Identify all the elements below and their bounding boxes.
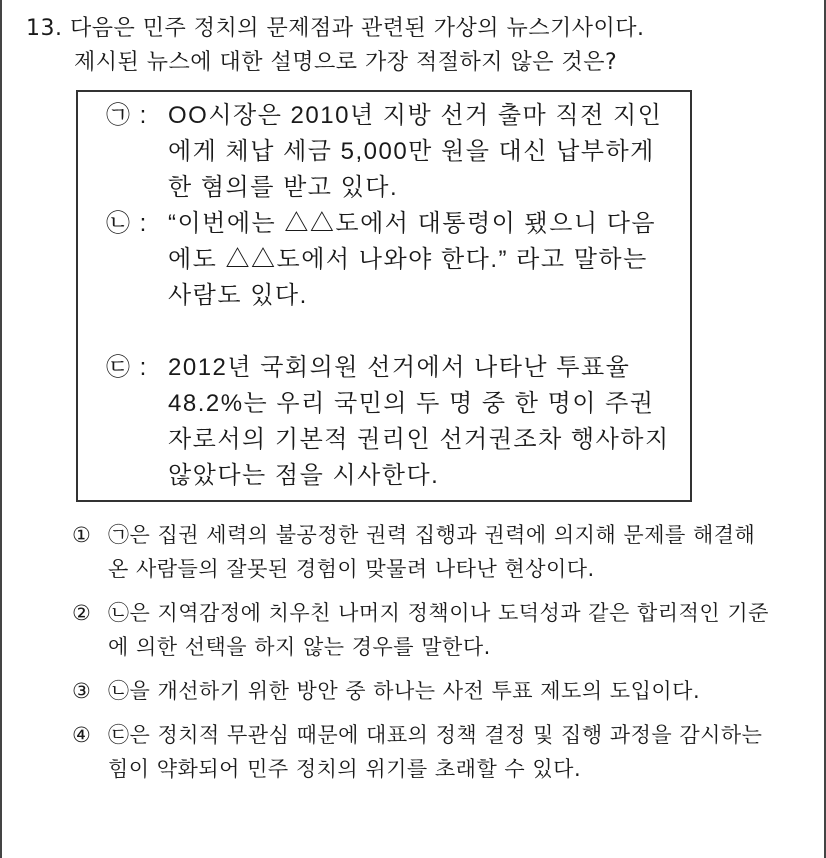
news-marker-b: ㉡ : [106,210,148,237]
question-text-line-1: 다음은 민주 정치의 문제점과 관련된 가상의 뉴스기사이다. [70,16,645,41]
news-text-b: “이번에는 △△도에서 대통령이 됐으니 다음에도 △△도에서 나와야 한다.” 라고 말하는 사람도 있다. [168,210,657,309]
question-text-line-2: 제시된 뉴스에 대한 설명으로 가장 적절하지 않은 것은? [74,50,618,75]
choice-1-number: ① [72,523,92,547]
news-item-a [106,98,686,206]
news-item-c [106,350,686,494]
choice-2-number: ② [72,601,92,625]
choice-4[interactable] [72,718,772,786]
news-marker-a: ㉠ : [106,102,148,129]
question-line-1 [26,12,806,46]
news-item-b [106,206,686,314]
news-text-a: OO시장은 2010년 지방 선거 출마 직전 지인에게 체납 세금 5,000만 원을 대신 납부하게 한 혐의를 받고 있다. [168,102,663,201]
choice-3-number: ③ [72,679,92,703]
news-text-c: 2012년 국회의원 선거에서 나타난 투표율 48.2%는 우리 국민의 두 명 중 한 명이 주권자로서의 기본적 권리인 선거권조차 행사하지 않았다는 점을 시사한다. [168,354,670,489]
answer-choices [72,518,772,796]
choice-4-text: ㉢은 정치적 무관심 때문에 대표의 정책 결정 및 집행 과정을 감시하는 힘이 약화되어 민주 정치의 위기를 초래할 수 있다. [108,723,763,781]
choice-2[interactable] [72,596,772,664]
choice-3[interactable] [72,674,772,708]
choice-4-number: ④ [72,723,92,747]
question-stem [26,12,806,80]
choice-1-text: ㉠은 집권 세력의 불공정한 권력 집행과 권력에 의지해 문제를 해결해 온 사람들의 잘못된 경험이 맞물려 나타난 현상이다. [108,523,756,581]
news-article-box [76,90,692,502]
choice-2-text: ㉡은 지역감정에 치우친 나머지 정책이나 도덕성과 같은 합리적인 기준에 의한 선택을 하지 않는 경우를 말한다. [108,601,769,659]
news-marker-c: ㉢ : [106,354,148,381]
choice-3-text: ㉡을 개선하기 위한 방안 중 하나는 사전 투표 제도의 도입이다. [108,679,701,703]
choice-1[interactable] [72,518,772,586]
question-number: 13. [26,16,63,41]
